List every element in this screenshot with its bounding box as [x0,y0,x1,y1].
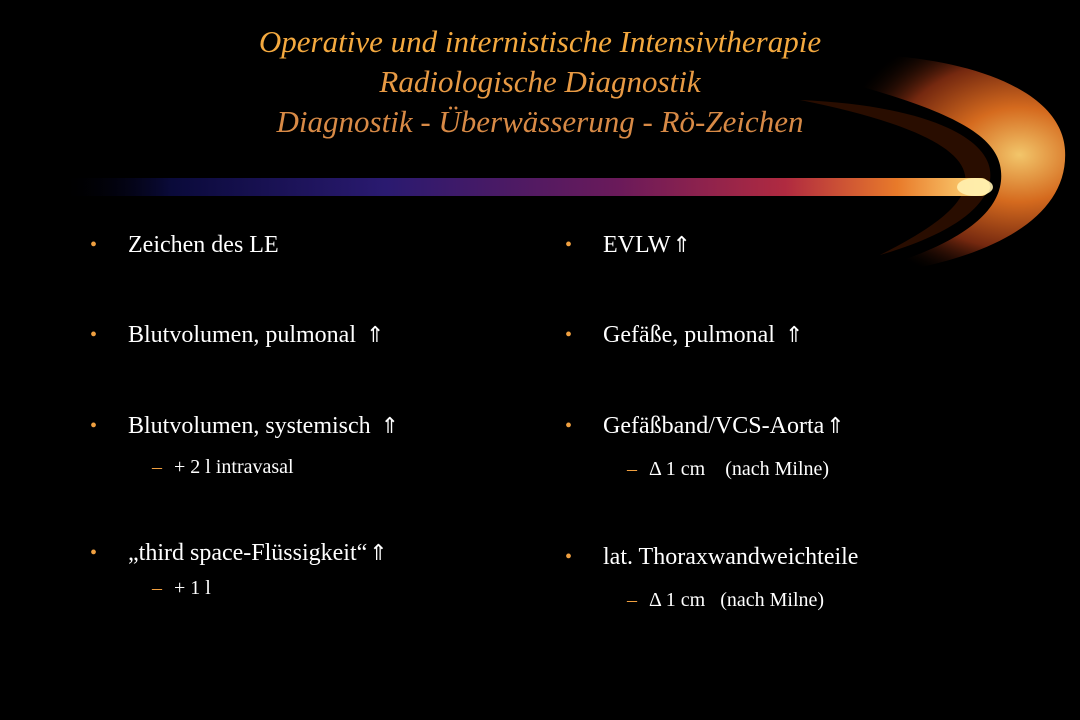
sub-item-text: Δ 1 cm (nach Milne) [649,589,825,611]
list-item [90,411,399,442]
sub-item [627,457,829,481]
title-line-3: Diagnostik - Überwässerung - Rö-Zeichen [276,104,804,139]
list-item [90,230,279,260]
dash-icon: – [152,456,162,478]
sub-item [152,576,211,600]
bullet-icon: • [565,324,573,346]
bullet-icon: • [565,415,573,437]
up-arrow-icon: ⇑ [784,323,804,348]
title-line-1: Operative und internistische Intensivtherapie [258,24,822,59]
sub-item [627,588,824,612]
sub-item-text: Δ 1 cm (nach Milne) [649,458,830,480]
swoosh-glow [957,178,993,196]
list-item-text: Gefäßband/VCS-Aorta [603,413,825,439]
list-item-text: Blutvolumen, pulmonal [128,322,356,348]
list-item-text: Zeichen des LE [128,232,279,258]
list-item [565,230,691,261]
sub-item-text: + 1 l [174,577,211,599]
up-arrow-icon: ⇑ [366,323,385,348]
list-item-text: Blutvolumen, systemisch [128,413,371,439]
bullet-icon: • [90,324,98,346]
up-arrow-icon: ⇑ [826,414,845,439]
bullet-icon: • [565,234,573,256]
bullet-icon: • [565,546,573,568]
list-item [90,538,388,569]
sub-item-text: + 2 l intravasal [174,456,294,478]
dash-icon: – [627,589,637,611]
up-arrow-icon: ⇑ [369,541,388,566]
bullet-icon: • [90,542,98,564]
list-item-text: lat. Thoraxwandweichteile [603,544,859,570]
list-item-text: EVLW [603,232,671,258]
sub-item [152,455,294,479]
swoosh-bar [60,178,990,196]
list-item [565,542,858,572]
dash-icon: – [152,577,162,599]
bullet-icon: • [90,234,98,256]
up-arrow-icon: ⇑ [672,233,691,258]
list-item [565,411,845,442]
list-item-text: „third space-Flüssigkeit“ [128,540,368,566]
bullet-icon: • [90,415,98,437]
slide-title [0,22,1080,142]
up-arrow-icon: ⇑ [380,414,400,439]
list-item [565,320,803,351]
list-item-text: Gefäße, pulmonal [603,322,775,348]
list-item [90,320,384,351]
title-line-2: Radiologische Diagnostik [379,64,701,99]
dash-icon: – [627,458,637,480]
